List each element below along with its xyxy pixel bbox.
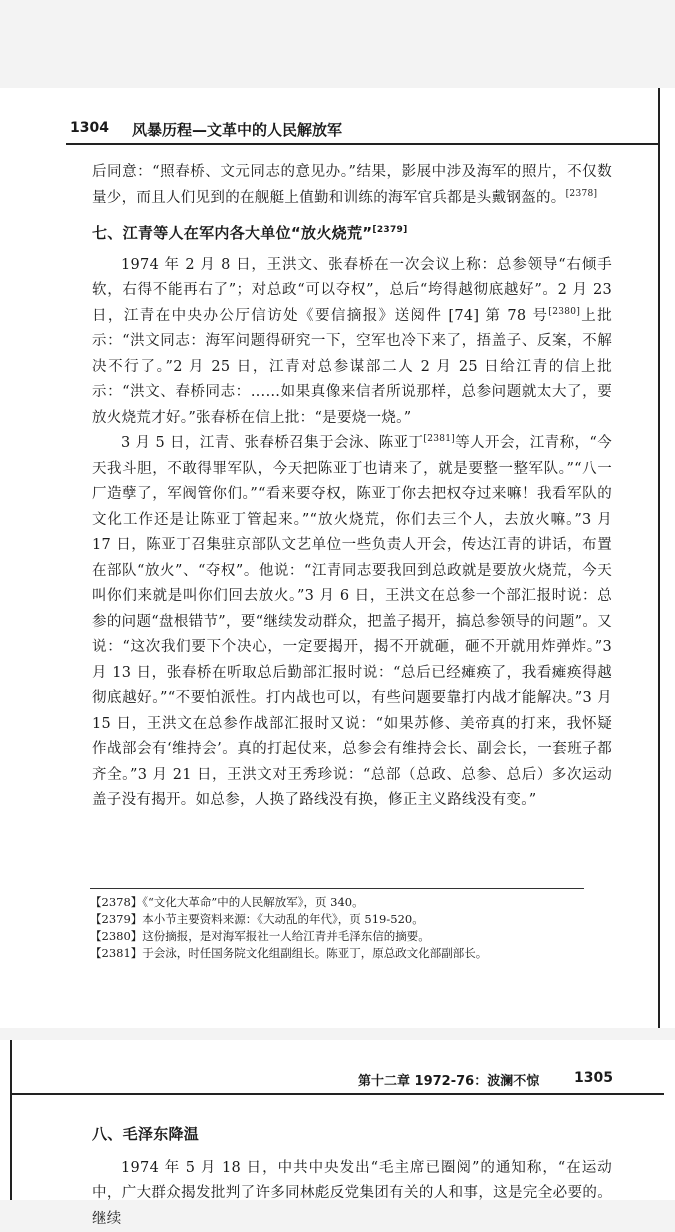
footnote-ref: [2379] bbox=[372, 225, 407, 235]
footnote: 【2380】这份摘报，是对海军报社一人给江青并毛泽东信的摘要。 bbox=[90, 928, 610, 945]
section-heading: 八、毛泽东降温 bbox=[92, 1122, 612, 1148]
footnote: 【2379】本小节主要资料来源：《大动乱的年代》，页 519-520。 bbox=[90, 911, 610, 928]
page-1305 bbox=[0, 1040, 675, 1200]
footnotes bbox=[90, 894, 610, 962]
top-gap bbox=[0, 0, 675, 88]
paragraph: 1974 年 2 月 8 日，王洪文、张春桥在一次会议上称：总参领导“右倾手软，右得不能再右了”；对总政“可以夺权”，总后“垮得越彻底越好”。2 月 23 日，江青在中央办公厅信访处《要信摘报》送阅件 [74] 第 78 号[2380]上批示：“洪文同志：海军问题得研究一下，空军也冷下来了，捂盖子、反案，不解决不行了。”2 月 25 日，江青对总参谋部二人 2 月 25 日给江青的信上批示：“洪文、春桥同志：……如果真像来信者所说那样，总参问题就太大了，要放火烧荒才好。”张春桥在信上批：“是要烧一烧。” bbox=[92, 253, 612, 432]
footnote: 【2378】《“文化大革命”中的人民解放军》，页 340。 bbox=[90, 894, 610, 911]
body-text bbox=[92, 160, 612, 814]
footnote-ref: [2378] bbox=[566, 189, 598, 199]
footnote-rule bbox=[90, 888, 584, 889]
footnote: 【2381】于会泳，时任国务院文化组副组长。陈亚丁，原总政文化部副部长。 bbox=[90, 945, 610, 962]
body-text bbox=[92, 1110, 612, 1232]
section-heading: 七、江青等人在军内各大单位“放火烧荒”[2379] bbox=[92, 221, 612, 247]
page-left-edge bbox=[10, 1040, 12, 1200]
page-1304 bbox=[0, 88, 675, 1028]
chapter-title: 第十二章 1972-76：波澜不惊 bbox=[358, 1070, 539, 1089]
paragraph: 3 月 5 日，江青、张春桥召集于会泳、陈亚丁[2381]等人开会，江青称，“今天我斗胆，不敢得罪军队，今天把陈亚丁也请来了，就是要整一整军队。”“八一厂造孽了，军阀管你们。”“看来要夺权，陈亚丁你去把权夺过来嘛！我看军队的文化工作还是让陈亚丁管起来。”“放火烧荒，你们去三个人，去放火嘛。”3 月 17 日，陈亚丁召集驻京部队文艺单位一些负责人开会，传达江青的讲话，布置在部队“放火”、“夺权”。他说：“江青同志要我回到总政就是要放火烧荒，今天叫你们来就是叫你们回去放火。”3 月 6 日，王洪文在总参一个部汇报时说：总参的问题“盘根错节”，要“继续发动群众，把盖子揭开，搞总参领导的问题”。又说：“这次我们要下个决心，一定要揭开，揭不开就砸，砸不开就用炸弹炸。”3 月 13 日，张春桥在听取总后勤部汇报时说：“总后已经瘫痪了，我看瘫痪得越彻底越好。”“不要怕派性。打内战也可以，有些问题要靠打内战才能解决。”3 月 15 日，王洪文在总参作战部汇报时又说：“如果苏修、美帝真的打来，我怀疑作战部会有‘维持会’。真的打起仗来，总参会有维持会长、副会长，一套班子都齐全。”3 月 21 日，王洪文对王秀珍说：“总部（总政、总参、总后）多次运动盖子没有揭开。如总参，人换了路线没有换，修正主义路线没有变。” bbox=[92, 431, 612, 814]
footnote-ref: [2381] bbox=[423, 434, 455, 444]
header-rule bbox=[10, 1093, 664, 1095]
page-number-left: 1304 bbox=[70, 120, 109, 136]
page-gap bbox=[0, 1028, 675, 1040]
page-right-edge bbox=[658, 88, 660, 1028]
paragraph: 后同意：“照春桥、文元同志的意见办。”结果，影展中涉及海军的照片，不仅数量少，而且人们见到的在舰艇上值勤和训练的海军官兵都是头戴钢盔的。[2378] bbox=[92, 160, 612, 211]
page-number-right: 1305 bbox=[574, 1070, 613, 1086]
running-title: 风暴历程—文革中的人民解放军 bbox=[132, 119, 342, 140]
header-rule bbox=[66, 143, 658, 145]
paragraph: 1974 年 5 月 18 日，中共中央发出“毛主席已圈阅”的通知称，“在运动中，广大群众揭发批判了许多同林彪反党集团有关的人和事，这是完全必要的。继续 bbox=[92, 1156, 612, 1232]
footnote-ref: [2380] bbox=[548, 307, 580, 317]
